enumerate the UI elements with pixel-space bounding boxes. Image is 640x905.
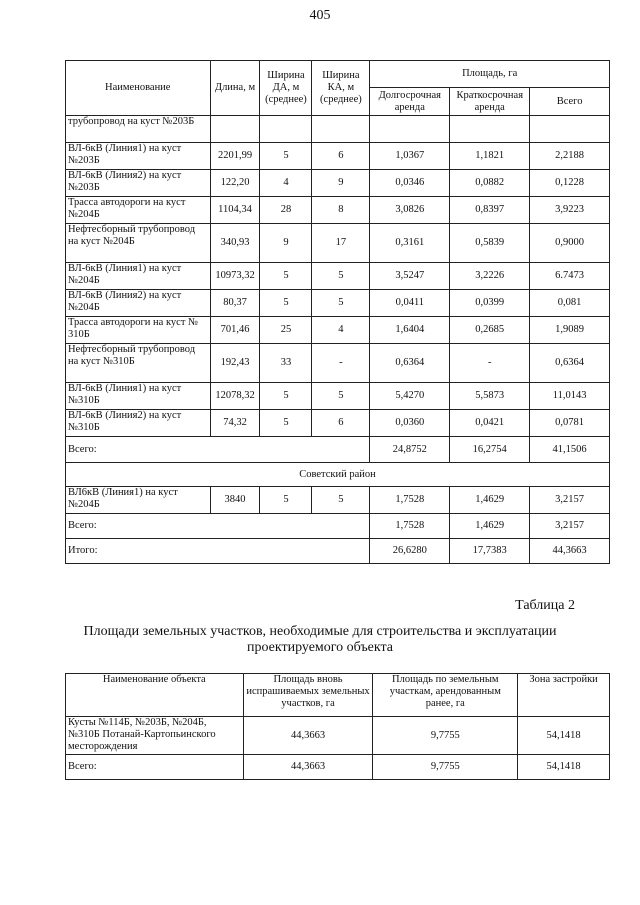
row-name-cell: Нефтесборный трубопровод на куст №204Б <box>66 224 211 263</box>
total-total: 41,1506 <box>530 437 610 463</box>
row-name-cell: Нефтесборный трубопровод на куст №310Б <box>66 344 211 383</box>
row-width-da-cell: 9 <box>260 224 312 263</box>
total-label: Всего: <box>66 755 244 780</box>
row-short-term-cell: 0,0882 <box>450 170 530 197</box>
row-total-cell: 0,1228 <box>530 170 610 197</box>
row-length-cell: 2201,99 <box>210 143 260 170</box>
row-width-da-cell <box>260 116 312 143</box>
row-width-ka-cell <box>312 116 370 143</box>
row-length-cell: 80,37 <box>210 290 260 317</box>
row-length-cell: 74,32 <box>210 410 260 437</box>
table-row <box>66 224 610 263</box>
table-header-row <box>66 674 610 717</box>
total-row <box>66 755 610 780</box>
header-new-area: Площадь вновь испрашиваемых земельных участков, га <box>243 674 373 717</box>
table-row <box>66 344 610 383</box>
row-width-ka-cell: 4 <box>312 317 370 344</box>
row-total-cell: 0,0781 <box>530 410 610 437</box>
row-width-da-cell: 5 <box>260 263 312 290</box>
object-name-cell: Кусты №114Б, №203Б, №204Б, №310Б Потанай-Картопьинского месторождения <box>66 717 244 755</box>
header-leased-area: Площадь по земельным участкам, арендованным ранее, га <box>373 674 518 717</box>
row-name-cell: Трасса автодороги на куст № 310Б <box>66 317 211 344</box>
row-short-term-cell: - <box>450 344 530 383</box>
table-row <box>66 143 610 170</box>
row-short-term-cell: 0,0399 <box>450 290 530 317</box>
row-long-term-cell: 0,0411 <box>370 290 450 317</box>
row-name-cell: ВЛ-6кВ (Линия1) на куст №310Б <box>66 383 211 410</box>
row-width-ka-cell: - <box>312 344 370 383</box>
header-total: Всего <box>530 88 610 116</box>
row-long-term-cell: 0,0360 <box>370 410 450 437</box>
header-width-da: Ширина ДА, м (среднее) <box>260 61 312 116</box>
row-width-ka-cell: 9 <box>312 170 370 197</box>
row-length-cell: 701,46 <box>210 317 260 344</box>
total-short-term: 1,4629 <box>450 514 530 539</box>
total-total: 3,2157 <box>530 514 610 539</box>
total-zone: 54,1418 <box>518 755 610 780</box>
row-name-cell: Трасса автодороги на куст №204Б <box>66 197 211 224</box>
row-length-cell: 3840 <box>210 487 260 514</box>
row-long-term-cell: 0,3161 <box>370 224 450 263</box>
table-row <box>66 717 610 755</box>
table-row <box>66 263 610 290</box>
row-short-term-cell <box>450 116 530 143</box>
row-width-ka-cell: 5 <box>312 383 370 410</box>
row-long-term-cell: 0,0346 <box>370 170 450 197</box>
row-name-cell: трубопровод на куст №203Б <box>66 116 211 143</box>
row-length-cell: 122,20 <box>210 170 260 197</box>
row-long-term-cell: 1,6404 <box>370 317 450 344</box>
table-row <box>66 116 610 143</box>
zone-cell: 54,1418 <box>518 717 610 755</box>
table-row <box>66 317 610 344</box>
row-long-term-cell: 5,4270 <box>370 383 450 410</box>
row-length-cell: 10973,32 <box>210 263 260 290</box>
row-name-cell: ВЛ-6кВ (Линия1) на куст №204Б <box>66 263 211 290</box>
total-short-term: 16,2754 <box>450 437 530 463</box>
row-total-cell: 6.7473 <box>530 263 610 290</box>
row-total-cell: 2,2188 <box>530 143 610 170</box>
total-long-term: 1,7528 <box>370 514 450 539</box>
row-width-ka-cell: 6 <box>312 410 370 437</box>
row-short-term-cell: 0,5839 <box>450 224 530 263</box>
land-plots-table <box>65 60 610 564</box>
row-name-cell: ВЛ-6кВ (Линия2) на куст №203Б <box>66 170 211 197</box>
table-row <box>66 410 610 437</box>
row-width-da-cell: 5 <box>260 487 312 514</box>
row-width-ka-cell: 8 <box>312 197 370 224</box>
row-width-da-cell: 5 <box>260 383 312 410</box>
row-width-da-cell: 4 <box>260 170 312 197</box>
total-leased-area: 9,7755 <box>373 755 518 780</box>
header-length: Длина, м <box>210 61 260 116</box>
row-width-da-cell: 28 <box>260 197 312 224</box>
row-total-cell: 3,2157 <box>530 487 610 514</box>
row-short-term-cell: 1,4629 <box>450 487 530 514</box>
row-length-cell: 1104,34 <box>210 197 260 224</box>
table-row <box>66 383 610 410</box>
new-area-cell: 44,3663 <box>243 717 373 755</box>
section-title: Советский район <box>66 463 610 487</box>
subtotal-row <box>66 437 610 463</box>
row-name-cell: ВЛ-6кВ (Линия1) на куст №203Б <box>66 143 211 170</box>
header-short-term: Краткосрочная аренда <box>450 88 530 116</box>
row-total-cell: 1,9089 <box>530 317 610 344</box>
grand-total-row <box>66 539 610 564</box>
header-name: Наименование <box>66 61 211 116</box>
row-length-cell: 340,93 <box>210 224 260 263</box>
table-row <box>66 170 610 197</box>
row-short-term-cell: 0,8397 <box>450 197 530 224</box>
table-row <box>66 290 610 317</box>
summary-table <box>65 673 610 780</box>
row-width-ka-cell: 5 <box>312 290 370 317</box>
total-long-term: 24,8752 <box>370 437 450 463</box>
row-total-cell: 3,9223 <box>530 197 610 224</box>
row-name-cell: ВЛ-6кВ (Линия2) на куст №204Б <box>66 290 211 317</box>
row-total-cell: 11,0143 <box>530 383 610 410</box>
row-width-da-cell: 25 <box>260 317 312 344</box>
subtotal-row <box>66 514 610 539</box>
row-width-da-cell: 5 <box>260 143 312 170</box>
row-width-ka-cell: 17 <box>312 224 370 263</box>
header-zone: Зона застройки <box>518 674 610 717</box>
row-width-da-cell: 5 <box>260 410 312 437</box>
leased-area-cell: 9,7755 <box>373 717 518 755</box>
row-length-cell <box>210 116 260 143</box>
row-short-term-cell: 1,1821 <box>450 143 530 170</box>
row-name-cell: ВЛ-6кВ (Линия2) на куст №310Б <box>66 410 211 437</box>
row-short-term-cell: 0,2685 <box>450 317 530 344</box>
row-width-ka-cell: 5 <box>312 487 370 514</box>
row-long-term-cell: 1,0367 <box>370 143 450 170</box>
row-total-cell <box>530 116 610 143</box>
header-width-ka: Ширина КА, м (среднее) <box>312 61 370 116</box>
row-short-term-cell: 0,0421 <box>450 410 530 437</box>
table-row <box>66 487 610 514</box>
table-header-row <box>66 61 610 88</box>
row-long-term-cell <box>370 116 450 143</box>
row-width-da-cell: 33 <box>260 344 312 383</box>
table-row <box>66 197 610 224</box>
row-length-cell: 192,43 <box>210 344 260 383</box>
row-short-term-cell: 5,5873 <box>450 383 530 410</box>
row-long-term-cell: 3,0826 <box>370 197 450 224</box>
row-long-term-cell: 3,5247 <box>370 263 450 290</box>
page-number: 405 <box>309 8 331 23</box>
header-area: Площадь, га <box>370 61 610 88</box>
header-long-term: Долгосрочная аренда <box>370 88 450 116</box>
row-long-term-cell: 1,7528 <box>370 487 450 514</box>
row-width-da-cell: 5 <box>260 290 312 317</box>
total-label: Всего: <box>66 514 370 539</box>
header-object-name: Наименование объекта <box>66 674 244 717</box>
row-width-ka-cell: 5 <box>312 263 370 290</box>
row-total-cell: 0,6364 <box>530 344 610 383</box>
total-label: Всего: <box>66 437 370 463</box>
row-width-ka-cell: 6 <box>312 143 370 170</box>
row-long-term-cell: 0,6364 <box>370 344 450 383</box>
total-label: Итого: <box>66 539 370 564</box>
total-total: 44,3663 <box>530 539 610 564</box>
row-total-cell: 0,9000 <box>530 224 610 263</box>
row-name-cell: ВЛ6кВ (Линия1) на куст №204Б <box>66 487 211 514</box>
total-new-area: 44,3663 <box>243 755 373 780</box>
total-long-term: 26,6280 <box>370 539 450 564</box>
row-length-cell: 12078,32 <box>210 383 260 410</box>
section-row <box>66 463 610 487</box>
table2-title: Площади земельных участков, необходимые для строительства и эксплуатации проектируемого объекта <box>83 624 557 655</box>
row-total-cell: 0,081 <box>530 290 610 317</box>
row-short-term-cell: 3,2226 <box>450 263 530 290</box>
table2-label: Таблица 2 <box>515 598 575 613</box>
total-short-term: 17,7383 <box>450 539 530 564</box>
